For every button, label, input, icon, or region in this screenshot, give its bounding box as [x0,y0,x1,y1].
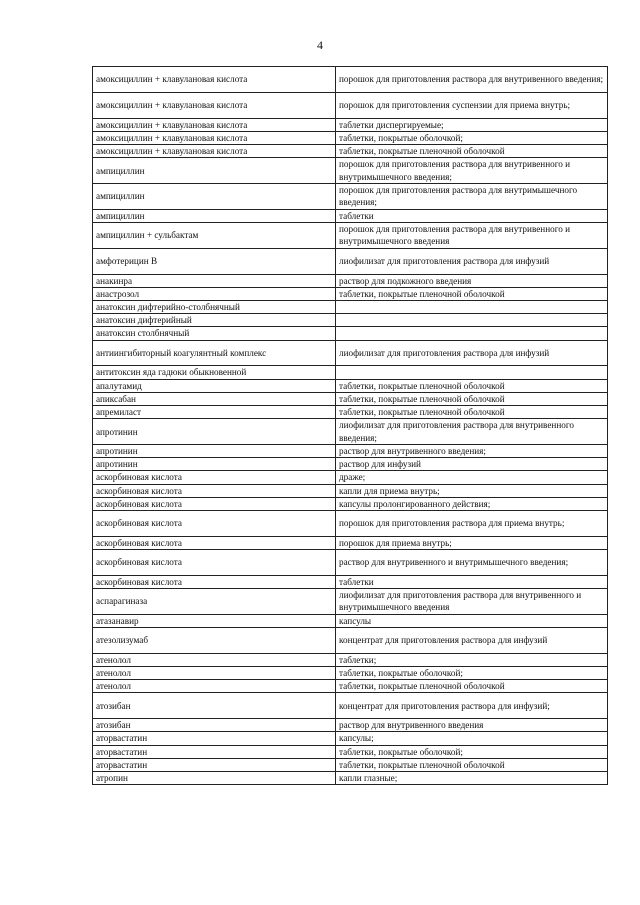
table-row [93,209,608,222]
table-row [93,693,608,719]
dosage-form-cell: таблетки, покрытые пленочной оболочкой [336,680,608,693]
table-row [93,511,608,537]
drug-name-cell: аспарагиназа [93,589,336,615]
dosage-form-cell: лиофилизат для приготовления раствора для инфузий [336,248,608,274]
dosage-form-cell: капсулы пролонгированного действия; [336,497,608,510]
table-row [93,366,608,379]
table-row [93,536,608,549]
table-row [93,158,608,184]
dosage-form-cell: драже; [336,471,608,484]
table-row [93,458,608,471]
dosage-form-cell [336,366,608,379]
dosage-form-cell: таблетки диспергируемые; [336,118,608,131]
drug-name-cell: ампициллин + сульбактам [93,223,336,249]
drug-name-cell: аскорбиновая кислота [93,497,336,510]
dosage-form-cell: раствор для внутривенного введения; [336,445,608,458]
table-row [93,301,608,314]
drug-name-cell: аторвастатин [93,758,336,771]
drug-name-cell: атозибан [93,719,336,732]
drug-name-cell: анастрозол [93,287,336,300]
drug-name-cell: антиингибиторный коагулянтный комплекс [93,340,336,366]
dosage-form-cell: таблетки, покрытые оболочкой; [336,745,608,758]
table-row [93,772,608,785]
drug-name-cell: антитоксин яда гадюки обыкновенной [93,366,336,379]
drug-name-cell: ампициллин [93,158,336,184]
dosage-form-cell: таблетки [336,575,608,588]
dosage-form-cell: таблетки, покрытые пленочной оболочкой [336,406,608,419]
table-row [93,287,608,300]
drug-name-cell: атенолол [93,667,336,680]
dosage-form-cell: порошок для приготовления раствора для внутривенного и внутримышечного введения [336,223,608,249]
dosage-form-cell: концентрат для приготовления раствора для инфузий [336,628,608,654]
table-row [93,732,608,745]
dosage-form-cell: концентрат для приготовления раствора для инфузий; [336,693,608,719]
drug-name-cell: амоксициллин + клавулановая кислота [93,92,336,118]
table-row [93,131,608,144]
dosage-form-cell [336,314,608,327]
table-row [93,419,608,445]
drug-name-cell: аскорбиновая кислота [93,511,336,537]
dosage-form-cell: капсулы [336,614,608,627]
dosage-form-cell: капли для приема внутрь; [336,484,608,497]
drug-name-cell: атозибан [93,693,336,719]
table-row [93,392,608,405]
table-row [93,118,608,131]
table-row [93,223,608,249]
dosage-form-cell: раствор для внутривенного введения [336,719,608,732]
dosage-form-cell: таблетки; [336,653,608,666]
page-number: 4 [317,38,323,52]
drug-name-cell: аскорбиновая кислота [93,550,336,576]
dosage-form-cell: таблетки [336,209,608,222]
dosage-form-cell: таблетки, покрытые оболочкой; [336,131,608,144]
drug-name-cell: аскорбиновая кислота [93,484,336,497]
table-row [93,628,608,654]
dosage-form-cell: порошок для приготовления раствора для внутримышечного введения; [336,184,608,210]
table-row [93,184,608,210]
dosage-form-cell: порошок для приготовления раствора для внутривенного и внутримышечного введения; [336,158,608,184]
dosage-form-cell: таблетки, покрытые оболочкой; [336,667,608,680]
drug-table [92,66,608,785]
table-row [93,406,608,419]
drug-name-cell: аторвастатин [93,732,336,745]
dosage-form-cell: таблетки, покрытые пленочной оболочкой [336,379,608,392]
drug-name-cell: апалутамид [93,379,336,392]
drug-name-cell: атазанавир [93,614,336,627]
drug-name-cell: атезолизумаб [93,628,336,654]
drug-name-cell: аскорбиновая кислота [93,536,336,549]
drug-name-cell: апротинин [93,445,336,458]
drug-name-cell: атропин [93,772,336,785]
table-row [93,680,608,693]
drug-name-cell: амоксициллин + клавулановая кислота [93,145,336,158]
dosage-form-cell: капли глазные; [336,772,608,785]
drug-name-cell: амфотерицин В [93,248,336,274]
table-row [93,145,608,158]
table-row [93,758,608,771]
drug-name-cell: ампициллин [93,209,336,222]
dosage-form-cell [336,301,608,314]
table-row [93,274,608,287]
table-row [93,550,608,576]
dosage-form-cell: таблетки, покрытые пленочной оболочкой [336,287,608,300]
dosage-form-cell: раствор для инфузий [336,458,608,471]
drug-name-cell: анатоксин дифтерийный [93,314,336,327]
table-row [93,379,608,392]
dosage-form-cell [336,327,608,340]
table-row [93,719,608,732]
table-row [93,445,608,458]
drug-name-cell: амоксициллин + клавулановая кислота [93,67,336,93]
drug-name-cell: апиксабан [93,392,336,405]
drug-name-cell: амоксициллин + клавулановая кислота [93,118,336,131]
dosage-form-cell: лиофилизат для приготовления раствора для внутривенного и внутримышечного введения [336,589,608,615]
drug-name-cell: атенолол [93,653,336,666]
table-row [93,667,608,680]
dosage-form-cell: порошок для приготовления суспензии для приема внутрь; [336,92,608,118]
table-row [93,484,608,497]
table-row [93,248,608,274]
table-row [93,575,608,588]
dosage-form-cell: таблетки, покрытые пленочной оболочкой [336,758,608,771]
table-row [93,471,608,484]
dosage-form-cell: порошок для приготовления раствора для приема внутрь; [336,511,608,537]
drug-name-cell: апремиласт [93,406,336,419]
dosage-form-cell: лиофилизат для приготовления раствора для инфузий [336,340,608,366]
drug-name-cell: ампициллин [93,184,336,210]
table-row [93,589,608,615]
dosage-form-cell: раствор для подкожного введения [336,274,608,287]
drug-name-cell: апротинин [93,419,336,445]
dosage-form-cell: порошок для приготовления раствора для внутривенного введения; [336,67,608,93]
table-row [93,653,608,666]
dosage-form-cell: таблетки, покрытые пленочной оболочкой [336,392,608,405]
drug-table-body [93,67,608,785]
drug-name-cell: анакинра [93,274,336,287]
table-row [93,614,608,627]
drug-name-cell: апротинин [93,458,336,471]
table-row [93,340,608,366]
table-row [93,745,608,758]
dosage-form-cell: капсулы; [336,732,608,745]
table-row [93,314,608,327]
drug-name-cell: амоксициллин + клавулановая кислота [93,131,336,144]
drug-name-cell: аскорбиновая кислота [93,471,336,484]
drug-name-cell: аторвастатин [93,745,336,758]
table-row [93,92,608,118]
table-row [93,497,608,510]
drug-name-cell: аскорбиновая кислота [93,575,336,588]
drug-name-cell: анатоксин столбнячный [93,327,336,340]
dosage-form-cell: лиофилизат для приготовления раствора для внутривенного введения; [336,419,608,445]
dosage-form-cell: порошок для приема внутрь; [336,536,608,549]
drug-name-cell: анатоксин дифтерийно-столбнячный [93,301,336,314]
table-row [93,327,608,340]
table-row [93,67,608,93]
dosage-form-cell: таблетки, покрытые пленочной оболочкой [336,145,608,158]
dosage-form-cell: раствор для внутривенного и внутримышечного введения; [336,550,608,576]
drug-name-cell: атенолол [93,680,336,693]
